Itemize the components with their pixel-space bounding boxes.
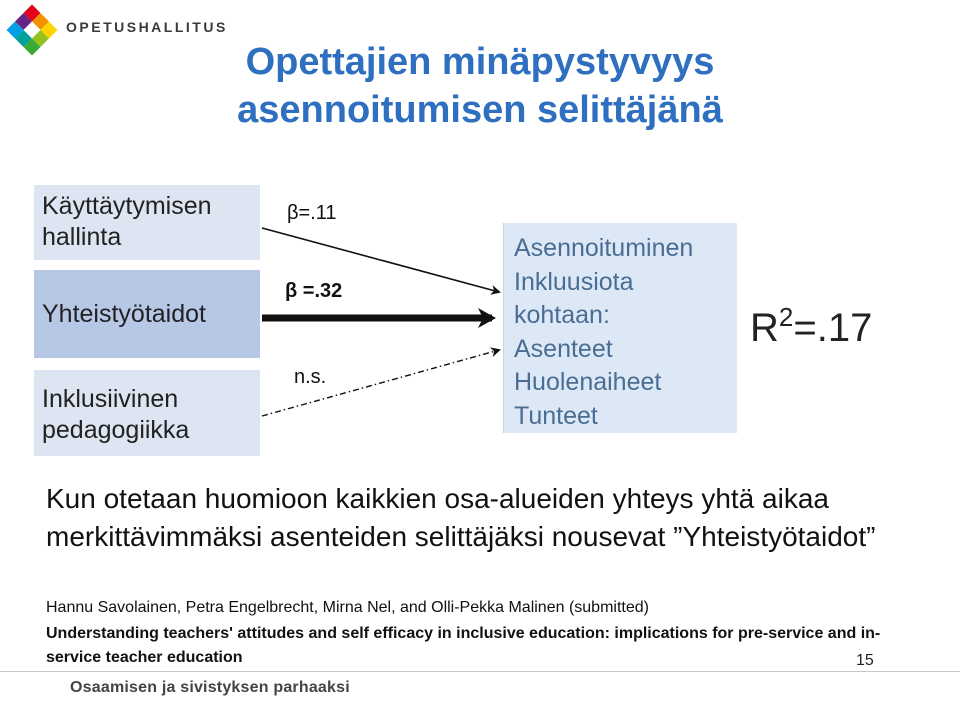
outcome-line: Asenteet bbox=[514, 334, 613, 363]
footer-slogan: Osaamisen ja sivistyksen parhaaksi bbox=[70, 679, 350, 696]
footer-divider bbox=[0, 671, 960, 672]
r-squared-exponent: 2 bbox=[778, 302, 794, 332]
arrow-behavior bbox=[262, 228, 499, 292]
title-line-2: asennoitumisen selittäjänä bbox=[237, 89, 723, 131]
reference-title: Understanding teachers' attitudes and self efficacy in inclusive education: implications for pre-service and in-service teacher education bbox=[46, 625, 881, 666]
coef-collaboration: β =.32 bbox=[285, 280, 343, 302]
outcome-box-attitudes bbox=[503, 223, 737, 433]
outcome-line: kohtaan: bbox=[514, 301, 610, 329]
outcome-line: Asennoituminen bbox=[514, 234, 694, 262]
coef-behavior: β=.11 bbox=[287, 202, 337, 224]
outcome-line: Huolenaiheet bbox=[514, 368, 662, 396]
r-squared-value: =.17 bbox=[793, 306, 873, 350]
arrow-inclusive-pedagogy bbox=[262, 350, 499, 416]
outcome-line: Tunteet bbox=[514, 401, 598, 430]
coef-inclusive-pedagogy: n.s. bbox=[294, 366, 327, 388]
title-line-1: Opettajien minäpystyvyys bbox=[245, 41, 715, 83]
r-squared bbox=[750, 302, 873, 351]
outcome-line: Inkluusiota bbox=[514, 267, 634, 296]
predictor-box-behavior: Käyttäytymisen hallinta bbox=[34, 185, 260, 260]
brand-name: OPETUSHALLITUS bbox=[66, 19, 228, 35]
predictor-box-collaboration: Yhteistyötaidot bbox=[34, 270, 260, 358]
conclusion-text: Kun otetaan huomioon kaikkien osa-alueiden yhteys yhtä aikaa merkittävimmäksi asenteiden selittäjäksi nousevat ”Yhteistyötaidot” bbox=[46, 483, 876, 552]
page-number: 15 bbox=[856, 652, 874, 669]
reference-authors: Hannu Savolainen, Petra Engelbrecht, Mirna Nel, and Olli-Pekka Malinen (submitted) bbox=[46, 599, 649, 616]
predictor-box-inclusive-pedagogy: Inklusiivinen pedagogiikka bbox=[34, 370, 260, 456]
r-squared-label: R bbox=[750, 306, 779, 350]
